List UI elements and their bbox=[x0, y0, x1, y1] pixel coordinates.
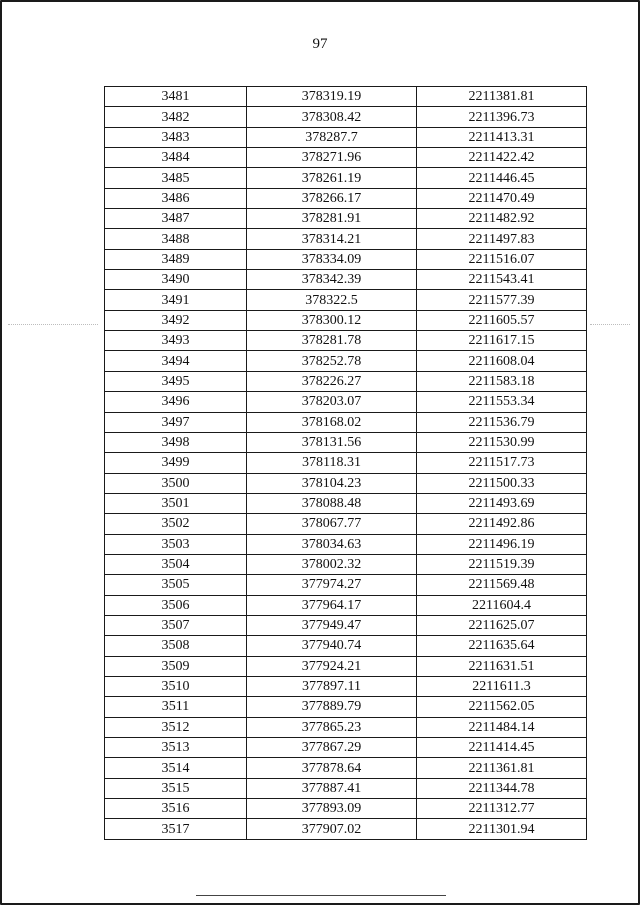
point-number-cell: 3492 bbox=[105, 310, 247, 330]
x-coordinate-cell: 378104.23 bbox=[247, 473, 417, 493]
table-row bbox=[105, 717, 587, 737]
table-row bbox=[105, 758, 587, 778]
point-number-cell: 3509 bbox=[105, 656, 247, 676]
y-coordinate-cell: 2211562.05 bbox=[417, 697, 587, 717]
point-number-cell: 3517 bbox=[105, 819, 247, 839]
point-number-cell: 3493 bbox=[105, 331, 247, 351]
point-number-cell: 3491 bbox=[105, 290, 247, 310]
x-coordinate-cell: 377949.47 bbox=[247, 615, 417, 635]
x-coordinate-cell: 377964.17 bbox=[247, 595, 417, 615]
point-number-cell: 3499 bbox=[105, 453, 247, 473]
x-coordinate-cell: 378034.63 bbox=[247, 534, 417, 554]
table-row bbox=[105, 87, 587, 107]
y-coordinate-cell: 2211605.57 bbox=[417, 310, 587, 330]
x-coordinate-cell: 377887.41 bbox=[247, 778, 417, 798]
table-row bbox=[105, 778, 587, 798]
table-row bbox=[105, 676, 587, 696]
table-row bbox=[105, 514, 587, 534]
table-row bbox=[105, 148, 587, 168]
x-coordinate-cell: 378118.31 bbox=[247, 453, 417, 473]
point-number-cell: 3483 bbox=[105, 127, 247, 147]
x-coordinate-cell: 377907.02 bbox=[247, 819, 417, 839]
point-number-cell: 3514 bbox=[105, 758, 247, 778]
x-coordinate-cell: 378308.42 bbox=[247, 107, 417, 127]
y-coordinate-cell: 2211493.69 bbox=[417, 493, 587, 513]
point-number-cell: 3515 bbox=[105, 778, 247, 798]
x-coordinate-cell: 378168.02 bbox=[247, 412, 417, 432]
point-number-cell: 3485 bbox=[105, 168, 247, 188]
x-coordinate-cell: 377878.64 bbox=[247, 758, 417, 778]
y-coordinate-cell: 2211608.04 bbox=[417, 351, 587, 371]
y-coordinate-cell: 2211635.64 bbox=[417, 636, 587, 656]
x-coordinate-cell: 378322.5 bbox=[247, 290, 417, 310]
table-row bbox=[105, 371, 587, 391]
point-number-cell: 3507 bbox=[105, 615, 247, 635]
y-coordinate-cell: 2211497.83 bbox=[417, 229, 587, 249]
table-row bbox=[105, 310, 587, 330]
table-row bbox=[105, 188, 587, 208]
table-row bbox=[105, 534, 587, 554]
point-number-cell: 3484 bbox=[105, 148, 247, 168]
x-coordinate-cell: 378342.39 bbox=[247, 270, 417, 290]
y-coordinate-cell: 2211617.15 bbox=[417, 331, 587, 351]
point-number-cell: 3482 bbox=[105, 107, 247, 127]
y-coordinate-cell: 2211604.4 bbox=[417, 595, 587, 615]
x-coordinate-cell: 378226.27 bbox=[247, 371, 417, 391]
table-row bbox=[105, 270, 587, 290]
point-number-cell: 3516 bbox=[105, 799, 247, 819]
y-coordinate-cell: 2211517.73 bbox=[417, 453, 587, 473]
x-coordinate-cell: 378002.32 bbox=[247, 554, 417, 574]
x-coordinate-cell: 378319.19 bbox=[247, 87, 417, 107]
point-number-cell: 3504 bbox=[105, 554, 247, 574]
table-row bbox=[105, 229, 587, 249]
table-row bbox=[105, 799, 587, 819]
y-coordinate-cell: 2211413.31 bbox=[417, 127, 587, 147]
point-number-cell: 3489 bbox=[105, 249, 247, 269]
table-row bbox=[105, 127, 587, 147]
point-number-cell: 3488 bbox=[105, 229, 247, 249]
x-coordinate-cell: 378266.17 bbox=[247, 188, 417, 208]
x-coordinate-cell: 377867.29 bbox=[247, 738, 417, 758]
table-row bbox=[105, 656, 587, 676]
y-coordinate-cell: 2211344.78 bbox=[417, 778, 587, 798]
y-coordinate-cell: 2211519.39 bbox=[417, 554, 587, 574]
table-row bbox=[105, 392, 587, 412]
x-coordinate-cell: 378088.48 bbox=[247, 493, 417, 513]
y-coordinate-cell: 2211543.41 bbox=[417, 270, 587, 290]
x-coordinate-cell: 377940.74 bbox=[247, 636, 417, 656]
table-row bbox=[105, 697, 587, 717]
table-row bbox=[105, 493, 587, 513]
point-number-cell: 3486 bbox=[105, 188, 247, 208]
y-coordinate-cell: 2211484.14 bbox=[417, 717, 587, 737]
table-row bbox=[105, 453, 587, 473]
table-row bbox=[105, 554, 587, 574]
x-coordinate-cell: 378261.19 bbox=[247, 168, 417, 188]
point-number-cell: 3502 bbox=[105, 514, 247, 534]
point-number-cell: 3498 bbox=[105, 432, 247, 452]
y-coordinate-cell: 2211361.81 bbox=[417, 758, 587, 778]
y-coordinate-cell: 2211536.79 bbox=[417, 412, 587, 432]
point-number-cell: 3481 bbox=[105, 87, 247, 107]
point-number-cell: 3503 bbox=[105, 534, 247, 554]
y-coordinate-cell: 2211492.86 bbox=[417, 514, 587, 534]
x-coordinate-cell: 378281.91 bbox=[247, 209, 417, 229]
table-row bbox=[105, 473, 587, 493]
x-coordinate-cell: 378281.78 bbox=[247, 331, 417, 351]
y-coordinate-cell: 2211312.77 bbox=[417, 799, 587, 819]
y-coordinate-cell: 2211583.18 bbox=[417, 371, 587, 391]
y-coordinate-cell: 2211414.45 bbox=[417, 738, 587, 758]
x-coordinate-cell: 377889.79 bbox=[247, 697, 417, 717]
coordinates-table-body bbox=[105, 87, 587, 840]
y-coordinate-cell: 2211625.07 bbox=[417, 615, 587, 635]
table-row bbox=[105, 615, 587, 635]
point-number-cell: 3494 bbox=[105, 351, 247, 371]
x-coordinate-cell: 378271.96 bbox=[247, 148, 417, 168]
x-coordinate-cell: 377974.27 bbox=[247, 575, 417, 595]
y-coordinate-cell: 2211516.07 bbox=[417, 249, 587, 269]
y-coordinate-cell: 2211470.49 bbox=[417, 188, 587, 208]
y-coordinate-cell: 2211381.81 bbox=[417, 87, 587, 107]
x-coordinate-cell: 378203.07 bbox=[247, 392, 417, 412]
y-coordinate-cell: 2211396.73 bbox=[417, 107, 587, 127]
x-coordinate-cell: 377924.21 bbox=[247, 656, 417, 676]
x-coordinate-cell: 377893.09 bbox=[247, 799, 417, 819]
y-coordinate-cell: 2211569.48 bbox=[417, 575, 587, 595]
page-number: 97 bbox=[312, 36, 328, 52]
point-number-cell: 3497 bbox=[105, 412, 247, 432]
x-coordinate-cell: 378252.78 bbox=[247, 351, 417, 371]
point-number-cell: 3487 bbox=[105, 209, 247, 229]
x-coordinate-cell: 378287.7 bbox=[247, 127, 417, 147]
table-row bbox=[105, 819, 587, 839]
table-row bbox=[105, 351, 587, 371]
x-coordinate-cell: 378314.21 bbox=[247, 229, 417, 249]
y-coordinate-cell: 2211301.94 bbox=[417, 819, 587, 839]
table-row bbox=[105, 636, 587, 656]
table-row bbox=[105, 290, 587, 310]
bottom-scan-line bbox=[196, 895, 446, 896]
table-row bbox=[105, 331, 587, 351]
table-row bbox=[105, 738, 587, 758]
y-coordinate-cell: 2211611.3 bbox=[417, 676, 587, 696]
y-coordinate-cell: 2211482.92 bbox=[417, 209, 587, 229]
table-row bbox=[105, 107, 587, 127]
y-coordinate-cell: 2211530.99 bbox=[417, 432, 587, 452]
point-number-cell: 3501 bbox=[105, 493, 247, 513]
point-number-cell: 3513 bbox=[105, 738, 247, 758]
coordinates-table bbox=[104, 86, 587, 840]
point-number-cell: 3496 bbox=[105, 392, 247, 412]
table-row bbox=[105, 575, 587, 595]
x-coordinate-cell: 377865.23 bbox=[247, 717, 417, 737]
table-row bbox=[105, 432, 587, 452]
point-number-cell: 3506 bbox=[105, 595, 247, 615]
point-number-cell: 3490 bbox=[105, 270, 247, 290]
point-number-cell: 3511 bbox=[105, 697, 247, 717]
point-number-cell: 3512 bbox=[105, 717, 247, 737]
y-coordinate-cell: 2211500.33 bbox=[417, 473, 587, 493]
point-number-cell: 3495 bbox=[105, 371, 247, 391]
point-number-cell: 3510 bbox=[105, 676, 247, 696]
table-row bbox=[105, 595, 587, 615]
x-coordinate-cell: 377897.11 bbox=[247, 676, 417, 696]
scan-artifact-right bbox=[590, 324, 630, 326]
y-coordinate-cell: 2211577.39 bbox=[417, 290, 587, 310]
table-row bbox=[105, 209, 587, 229]
y-coordinate-cell: 2211631.51 bbox=[417, 656, 587, 676]
x-coordinate-cell: 378131.56 bbox=[247, 432, 417, 452]
scan-artifact-left bbox=[8, 324, 98, 326]
x-coordinate-cell: 378067.77 bbox=[247, 514, 417, 534]
y-coordinate-cell: 2211496.19 bbox=[417, 534, 587, 554]
table-row bbox=[105, 168, 587, 188]
point-number-cell: 3500 bbox=[105, 473, 247, 493]
y-coordinate-cell: 2211553.34 bbox=[417, 392, 587, 412]
y-coordinate-cell: 2211446.45 bbox=[417, 168, 587, 188]
point-number-cell: 3505 bbox=[105, 575, 247, 595]
table-row bbox=[105, 412, 587, 432]
x-coordinate-cell: 378300.12 bbox=[247, 310, 417, 330]
point-number-cell: 3508 bbox=[105, 636, 247, 656]
y-coordinate-cell: 2211422.42 bbox=[417, 148, 587, 168]
x-coordinate-cell: 378334.09 bbox=[247, 249, 417, 269]
table-row bbox=[105, 249, 587, 269]
